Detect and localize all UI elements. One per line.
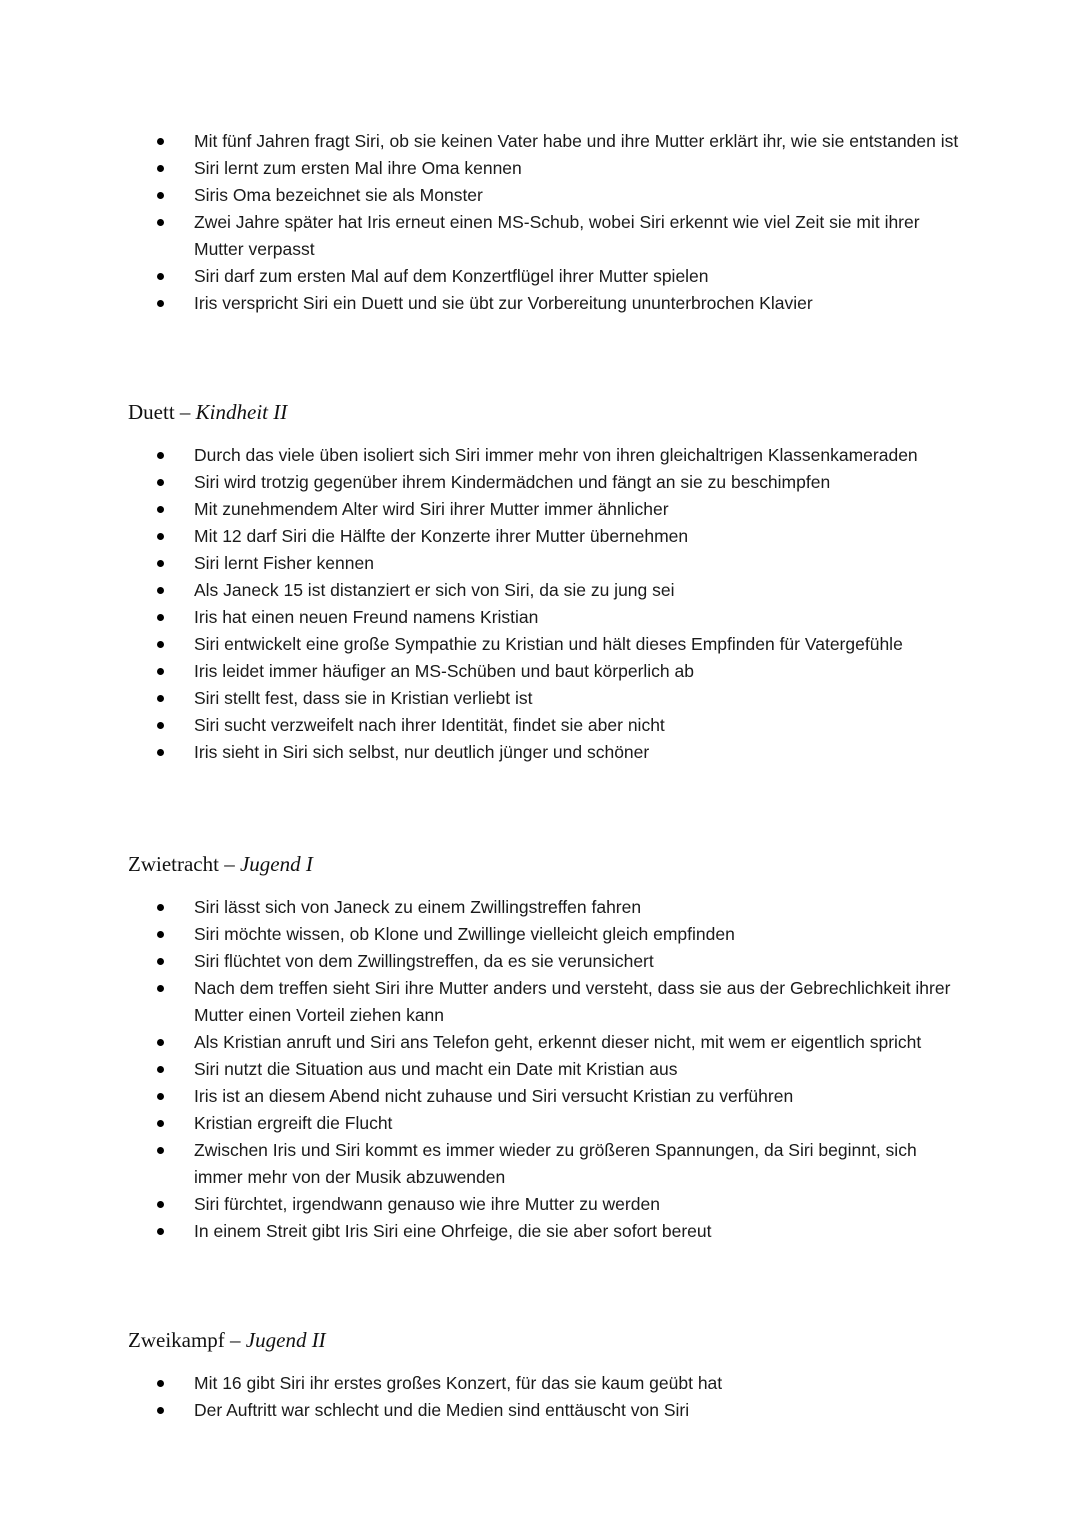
bullet-icon	[157, 641, 164, 648]
bullet-icon	[157, 668, 164, 675]
bullet-icon	[157, 958, 164, 965]
bullet-icon	[157, 1066, 164, 1073]
list-item: Als Janeck 15 ist distanziert er sich von Siri, da sie zu jung sei	[0, 577, 1080, 604]
section-heading-duett: Duett – Kindheit II	[128, 400, 288, 424]
list-item: Mit fünf Jahren fragt Siri, ob sie keinen Vater habe und ihre Mutter erklärt ihr, wie sie entstanden ist	[0, 128, 1080, 155]
list-item: Siri flüchtet von dem Zwillingstreffen, da es sie verunsichert	[0, 948, 1080, 975]
bullet-icon	[157, 904, 164, 911]
list-item: Zwei Jahre später hat Iris erneut einen MS-Schub, wobei Siri erkennt wie viel Zeit sie mit ihrer Mutter verpasst	[0, 209, 1080, 263]
bullet-icon	[157, 192, 164, 199]
list-item: Iris ist an diesem Abend nicht zuhause und Siri versucht Kristian zu verführen	[0, 1083, 1080, 1110]
bullet-icon	[157, 479, 164, 486]
bullet-icon	[157, 985, 164, 992]
list-item: Siri möchte wissen, ob Klone und Zwillinge vielleicht gleich empfinden	[0, 921, 1080, 948]
list-item: Siri sucht verzweifelt nach ihrer Identität, findet sie aber nicht	[0, 712, 1080, 739]
bullet-icon	[157, 1039, 164, 1046]
section-heading-zwietracht: Zwietracht – Jugend I	[128, 852, 313, 876]
bullet-list	[0, 128, 1080, 317]
list-item: Siri darf zum ersten Mal auf dem Konzertflügel ihrer Mutter spielen	[0, 263, 1080, 290]
bullet-icon	[157, 506, 164, 513]
bullet-icon	[157, 1120, 164, 1127]
bullet-icon	[157, 931, 164, 938]
bullet-icon	[157, 749, 164, 756]
section-kindheit-i-continued	[0, 128, 1080, 317]
list-item: Zwischen Iris und Siri kommt es immer wieder zu größeren Spannungen, da Siri beginnt, sich immer mehr von der Musik abzuwenden	[0, 1137, 1080, 1191]
list-item: Kristian ergreift die Flucht	[0, 1110, 1080, 1137]
list-item: Iris verspricht Siri ein Duett und sie übt zur Vorbereitung ununterbrochen Klavier	[0, 290, 1080, 317]
bullet-icon	[157, 165, 164, 172]
bullet-list	[0, 442, 1080, 766]
list-item: Der Auftritt war schlecht und die Medien sind enttäuscht von Siri	[0, 1397, 1080, 1424]
bullet-icon	[157, 1380, 164, 1387]
bullet-icon	[157, 1228, 164, 1235]
bullet-icon	[157, 587, 164, 594]
bullet-icon	[157, 560, 164, 567]
bullet-list	[0, 894, 1080, 1245]
list-item: Iris leidet immer häufiger an MS-Schüben und baut körperlich ab	[0, 658, 1080, 685]
list-item: Als Kristian anruft und Siri ans Telefon geht, erkennt dieser nicht, mit wem er eigentlich spricht	[0, 1029, 1080, 1056]
list-item: Siri lässt sich von Janeck zu einem Zwillingstreffen fahren	[0, 894, 1080, 921]
bullet-icon	[157, 614, 164, 621]
list-item: Siri nutzt die Situation aus und macht ein Date mit Kristian aus	[0, 1056, 1080, 1083]
bullet-icon	[157, 219, 164, 226]
list-item: Siri entwickelt eine große Sympathie zu Kristian und hält dieses Empfinden für Vatergefühle	[0, 631, 1080, 658]
section-zweikampf	[0, 1370, 1080, 1424]
bullet-icon	[157, 695, 164, 702]
bullet-icon	[157, 273, 164, 280]
bullet-icon	[157, 1407, 164, 1414]
bullet-icon	[157, 533, 164, 540]
bullet-icon	[157, 1093, 164, 1100]
list-item: Siri fürchtet, irgendwann genauso wie ihre Mutter zu werden	[0, 1191, 1080, 1218]
bullet-icon	[157, 452, 164, 459]
list-item: Iris sieht in Siri sich selbst, nur deutlich jünger und schöner	[0, 739, 1080, 766]
list-item: Nach dem treffen sieht Siri ihre Mutter anders und versteht, dass sie aus der Gebrechlichkeit ihrer Mutter einen Vorteil ziehen kann	[0, 975, 1080, 1029]
list-item: Siri stellt fest, dass sie in Kristian verliebt ist	[0, 685, 1080, 712]
list-item: Siri lernt zum ersten Mal ihre Oma kennen	[0, 155, 1080, 182]
bullet-icon	[157, 1201, 164, 1208]
bullet-list	[0, 1370, 1080, 1424]
bullet-icon	[157, 138, 164, 145]
list-item: Siri wird trotzig gegenüber ihrem Kindermädchen und fängt an sie zu beschimpfen	[0, 469, 1080, 496]
section-heading-zweikampf: Zweikampf – Jugend II	[128, 1328, 326, 1352]
bullet-icon	[157, 300, 164, 307]
list-item: Mit zunehmendem Alter wird Siri ihrer Mutter immer ähnlicher	[0, 496, 1080, 523]
bullet-icon	[157, 1147, 164, 1154]
list-item: Mit 16 gibt Siri ihr erstes großes Konzert, für das sie kaum geübt hat	[0, 1370, 1080, 1397]
list-item: Mit 12 darf Siri die Hälfte der Konzerte ihrer Mutter übernehmen	[0, 523, 1080, 550]
list-item: Iris hat einen neuen Freund namens Kristian	[0, 604, 1080, 631]
section-zwietracht	[0, 894, 1080, 1245]
section-duett	[0, 442, 1080, 766]
list-item: In einem Streit gibt Iris Siri eine Ohrfeige, die sie aber sofort bereut	[0, 1218, 1080, 1245]
list-item: Siris Oma bezeichnet sie als Monster	[0, 182, 1080, 209]
list-item: Durch das viele üben isoliert sich Siri immer mehr von ihren gleichaltrigen Klassenkameraden	[0, 442, 1080, 469]
list-item: Siri lernt Fisher kennen	[0, 550, 1080, 577]
bullet-icon	[157, 722, 164, 729]
